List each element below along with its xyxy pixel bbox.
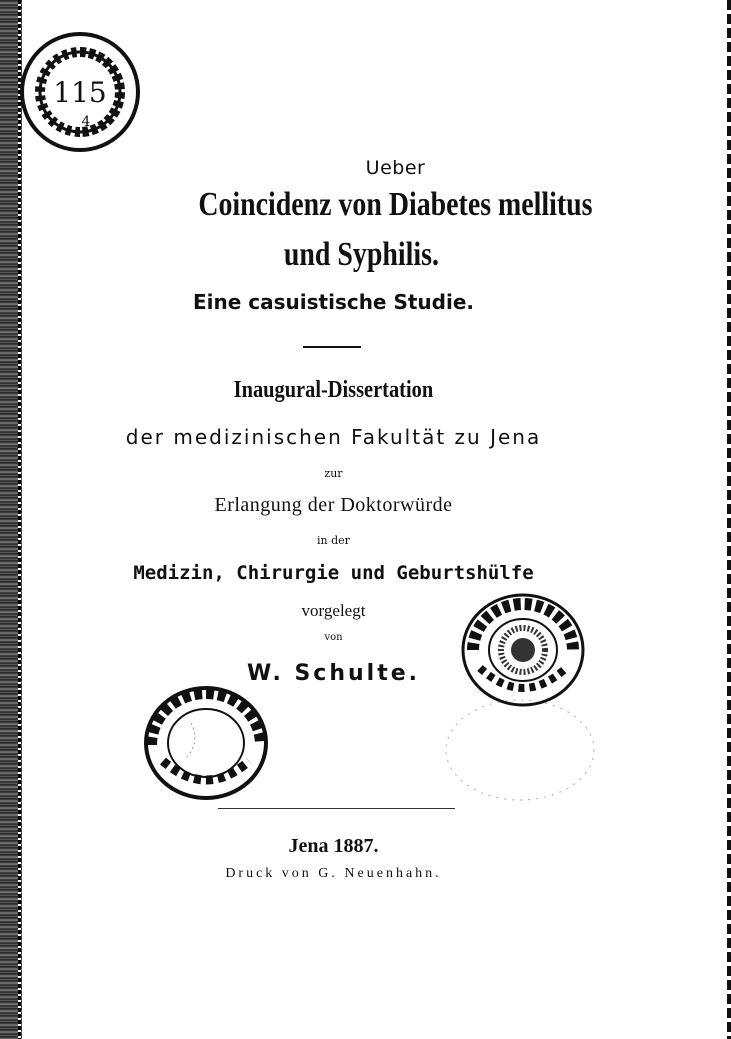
- von-line: von: [324, 632, 343, 643]
- library-stamp-top-left: [18, 30, 142, 154]
- stamp-sub-number: 4: [81, 114, 91, 130]
- fields-line: Medizin, Chirurgie und Geburtshülfe: [133, 562, 534, 584]
- stamp-number: 115: [53, 76, 107, 109]
- dissertation-heading: Inaugural-Dissertation: [233, 377, 434, 403]
- printer-line: Druck von G. Neuenhahn.: [225, 866, 442, 881]
- vorgelegt-line: vorgelegt: [301, 601, 366, 620]
- author-name: W. Schulte.: [246, 661, 421, 686]
- divider-long: [218, 808, 455, 809]
- subtitle: Eine casuistische Studie.: [192, 290, 474, 314]
- library-stamp-accademia: [141, 683, 271, 803]
- divider-short: [303, 346, 361, 348]
- title-line-2: und Syphilis.: [283, 236, 439, 273]
- title-prefix: Ueber: [365, 157, 426, 179]
- faculty-line: der medizinischen Fakultät zu Jena: [125, 425, 542, 449]
- degree-line: Erlangung der Doktorwürde: [214, 494, 453, 516]
- place-year: Jena 1887.: [288, 835, 379, 857]
- binding-edge: [18, 0, 21, 1039]
- title-line-1: Coincidenz von Diabetes mellitus: [198, 186, 593, 223]
- in-der-line: in der: [317, 534, 350, 547]
- zur-line: zur: [324, 467, 343, 480]
- faint-stamp-ring: [440, 695, 600, 805]
- page-edge: [727, 0, 731, 1039]
